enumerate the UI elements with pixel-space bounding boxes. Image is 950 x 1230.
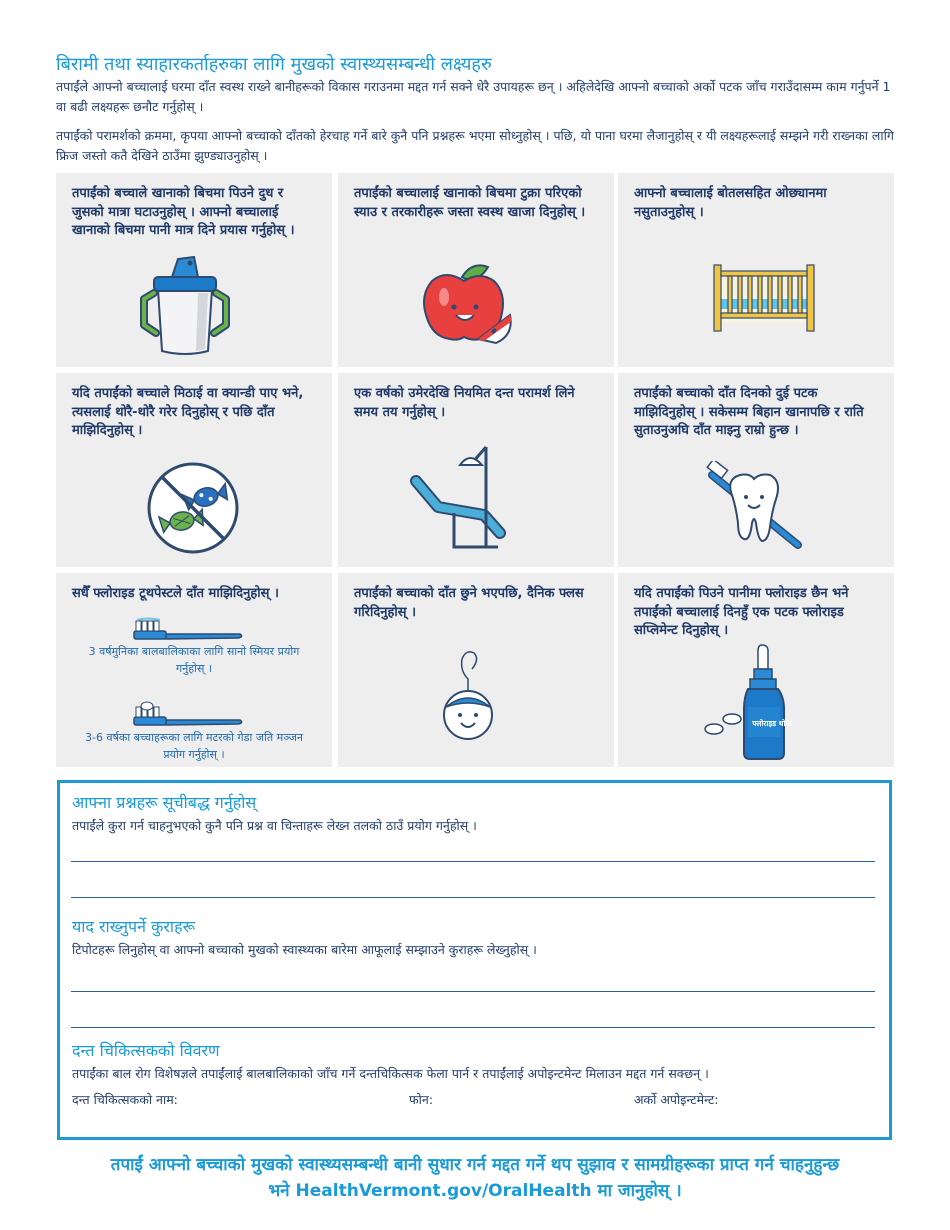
phone-label: फोन: [409,1092,434,1107]
questions-line-1[interactable] [71,861,875,862]
tooth-brush-icon [706,461,806,553]
goal-card-3 [618,173,894,367]
floss-icon [438,647,498,741]
crib-icon [712,263,816,335]
dentist-title: दन्त चिकित्सकको विवरण [72,1041,220,1060]
questions-line-2[interactable] [71,897,875,898]
goal-text: सधैँ फ्लोराइड टूथपेस्टले दाँत माझिदिनुहोस् । [72,586,279,601]
intro-paragraph-1: तपाईंले आफ्नो बच्चालाई घरमा दाँत स्वस्थ राख्ने बानीहरूको विकास गराउनमा मद्दत गर्न सक्ने धेरै उपायहरू छन् । अहिलेदेखि आफ्नो बच्चाको अर्को पटक जाँच गराउँदासम्म काम गर्नुपर्ने 1 वा बढी लक्ष्यहरू छनौट गर्नुहोस् । [56,79,891,114]
no-candy-icon [144,459,242,557]
toothpaste-caption-under-3: 3 वर्षमुनिका बालबालिकाका लागि सानो स्मियर प्रयोग गर्नुहोस् । [88,645,300,675]
intro-paragraph-2: तपाईंको परामर्शको क्रममा, कृपया आफ्नो बच्चाको दाँतको हेरचाह गर्ने बारे कुनै पनि प्रश्नहरू भएमा सोध्नुहोस् । पछि, यो पाना घरमा लैजानुहोस् र यी लक्ष्यहरूलाई सम्झने गरी राख्नका लागि फ्रिज जस्तो कतै देखिने ठाउँमा झुण्ड्याउनुहोस् । [56,128,894,163]
goal-card-8 [338,573,614,767]
toothbrush-pea-size-icon [132,701,244,727]
goal-text: यदि तपाईंको पिउने पानीमा फ्लोराइड छैन भने तपाईंको बच्चालाई दिनहुँ एक पटक फ्लोराइड सप्लिमेन्ट दिनुहोस् । [634,586,849,638]
goal-card-1 [56,173,332,367]
goal-card-4 [56,373,332,567]
dentist-name-label: दन्त चिकित्सकको नाम: [72,1092,178,1107]
goals-grid [56,173,895,767]
remember-text: टिपोटहरू लिनुहोस् वा आफ्नो बच्चाको मुखको स्वास्थ्यका बारेमा आफूलाई सम्झाउने कुराहरू लेख्नुहोस् । [72,942,537,957]
apple-icon [418,257,518,347]
footer-line-1: तपाईं आफ्नो बच्चाको मुखको स्वास्थ्यसम्बन्धी बानी सुधार गर्न मद्दत गर्ने थप सुझाव र सामग्रीहरूका प्राप्त गर्न चाहनुहुन्छ [110,1155,840,1175]
footer-callout [40,1152,910,1204]
notes-box [57,780,892,1140]
fluoride-drops-icon [700,641,816,765]
dentist-text: तपाईंका बाल रोग विशेषज्ञले तपाईंलाई बालबालिकाको जाँच गर्ने दन्तचिकित्सक फेला पार्न र तपाईंलाई अपोइन्टमेन्ट मिलाउन मद्दत गर्न सक्छन् । [72,1066,709,1081]
page-title: बिरामी तथा स्याहारकर्ताहरुका लागि मुखको स्वास्थ्यसम्बन्धी लक्ष्यहरु [56,54,492,75]
remember-line-1[interactable] [71,991,875,992]
toothpaste-caption-3-6: 3-6 वर्षका बच्चाहरूका लागि मटरको गेडा जति मञ्जन प्रयोग गर्नुहोस् । [85,731,303,761]
questions-text: तपाईंले कुरा गर्न चाहनुभएको कुनै पनि प्रश्न वा चिन्ताहरू लेख्न तलको ठाउँ प्रयोग गर्नुहोस् । [72,818,477,833]
goal-card-7 [56,573,332,767]
dental-chair-icon [410,443,520,553]
goal-text: यदि तपाईंको बच्चाले मिठाई वा क्यान्डी पाए भने, त्यसलाई थोरै-थोरै गरेर दिनुहोस् र पछि दाँत माझिदिनुहोस् । [72,386,304,438]
remember-title: याद राख्नुपर्ने कुराहरू [72,917,196,936]
goal-text: तपाईंको बच्चालाई खानाको बिचमा टुक्रा परिएको स्याउ र तरकारीहरू जस्ता स्वस्थ खाजा दिनुहोस् । [354,186,586,220]
goal-text: तपाईंको बच्चाले खानाको बिचमा पिउने दुध र जुसको मात्रा घटाउनुहोस् । आफ्नो बच्चालाई खानाको बिचमा पानी मात्र दिने प्रयास गर्नुहोस् । [72,186,295,238]
toothbrush-small-smear-icon [132,617,244,641]
goal-card-2 [338,173,614,367]
remember-line-2[interactable] [71,1027,875,1028]
goal-card-6 [618,373,894,567]
goal-card-9 [618,573,894,767]
sippy-cup-icon [136,253,236,357]
questions-title: आफ्ना प्रश्नहरू सूचीबद्ध गर्नुहोस् [72,793,257,812]
goal-text: एक वर्षको उमेरदेखि नियमित दन्त परामर्श लिने समय तय गर्नुहोस् । [354,386,575,420]
goal-text: तपाईंको बच्चाको दाँत छुने भएपछि, दैनिक फ्लस गरिदिनुहोस् । [354,586,584,620]
goal-text: तपाईंको बच्चाको दाँत दिनको दुई पटक माझिदिनुहोस् । सकेसम्म बिहान खानापछि र राति सुताउनुअघि दाँत माझ्नु राम्रो हुन्छ । [634,386,864,438]
next-appointment-label: अर्को अपोइन्टमेन्ट: [634,1092,719,1107]
footer-line-2[interactable]: भने HealthVermont.gov/OralHealth मा जानुहोस् । [268,1181,682,1201]
fluoride-bottle-label: फ्लोराइड थोपा [752,719,792,728]
goal-card-5 [338,373,614,567]
goal-text: आफ्नो बच्चालाई बोतलसहित ओछ्यानमा नसुताउनुहोस् । [634,186,827,220]
